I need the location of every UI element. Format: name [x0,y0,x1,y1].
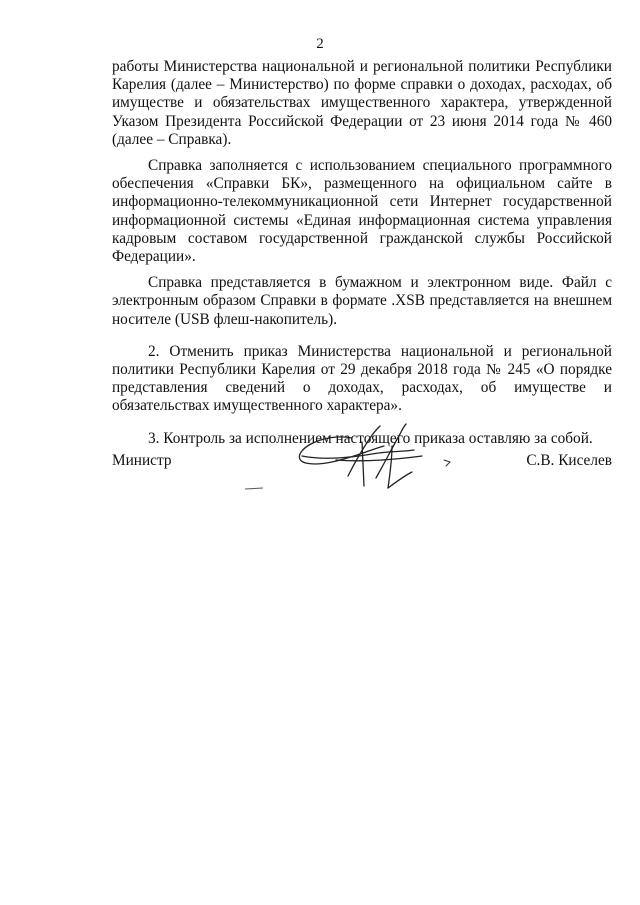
handwritten-signature-icon [292,420,462,500]
paragraph-item-2: 2. Отменить приказ Министерства национальной и региональной политики Республики Карелия от 29 декабря 2018 года № 245 «О порядке представления сведений о доходах, расходах, об имуществе и обязательствах имущественного характера». [112,342,612,415]
signer-name: С.В. Киселев [526,452,612,469]
paragraph-spravka-software: Справка заполняется с использованием специального программного обеспечения «Справки БК», размещенного на официальном сайте в информационно-телекоммуникационной сети Интернет государственной информационной системы «Единая информационная система управления кадровым составом государственной гражданской службы Российской Федерации». [112,157,612,266]
signer-title: Министр [112,452,172,469]
stray-mark-icon [244,487,264,490]
paragraph-continuation: работы Министерства национальной и региональной политики Республики Карелия (далее – Министерство) по форме справки о доходах, расходах, об имуществе и обязательствах имущественного характера, утвержденной Указом Президента Российской Федерации от 23 июня 2014 года № 460 (далее – Справка). [112,58,612,148]
paragraph-item-3: 3. Контроль за исполнением настоящего приказа оставляю за собой. [148,429,593,447]
document-body [112,58,612,448]
paragraph-spravka-format: Справка представляется в бумажном и электронном виде. Файл с электронным образом Справки в формате .XSB представляется на внешнем носителе (USB флеш-накопитель). [112,274,612,328]
page-number: 2 [316,36,324,52]
